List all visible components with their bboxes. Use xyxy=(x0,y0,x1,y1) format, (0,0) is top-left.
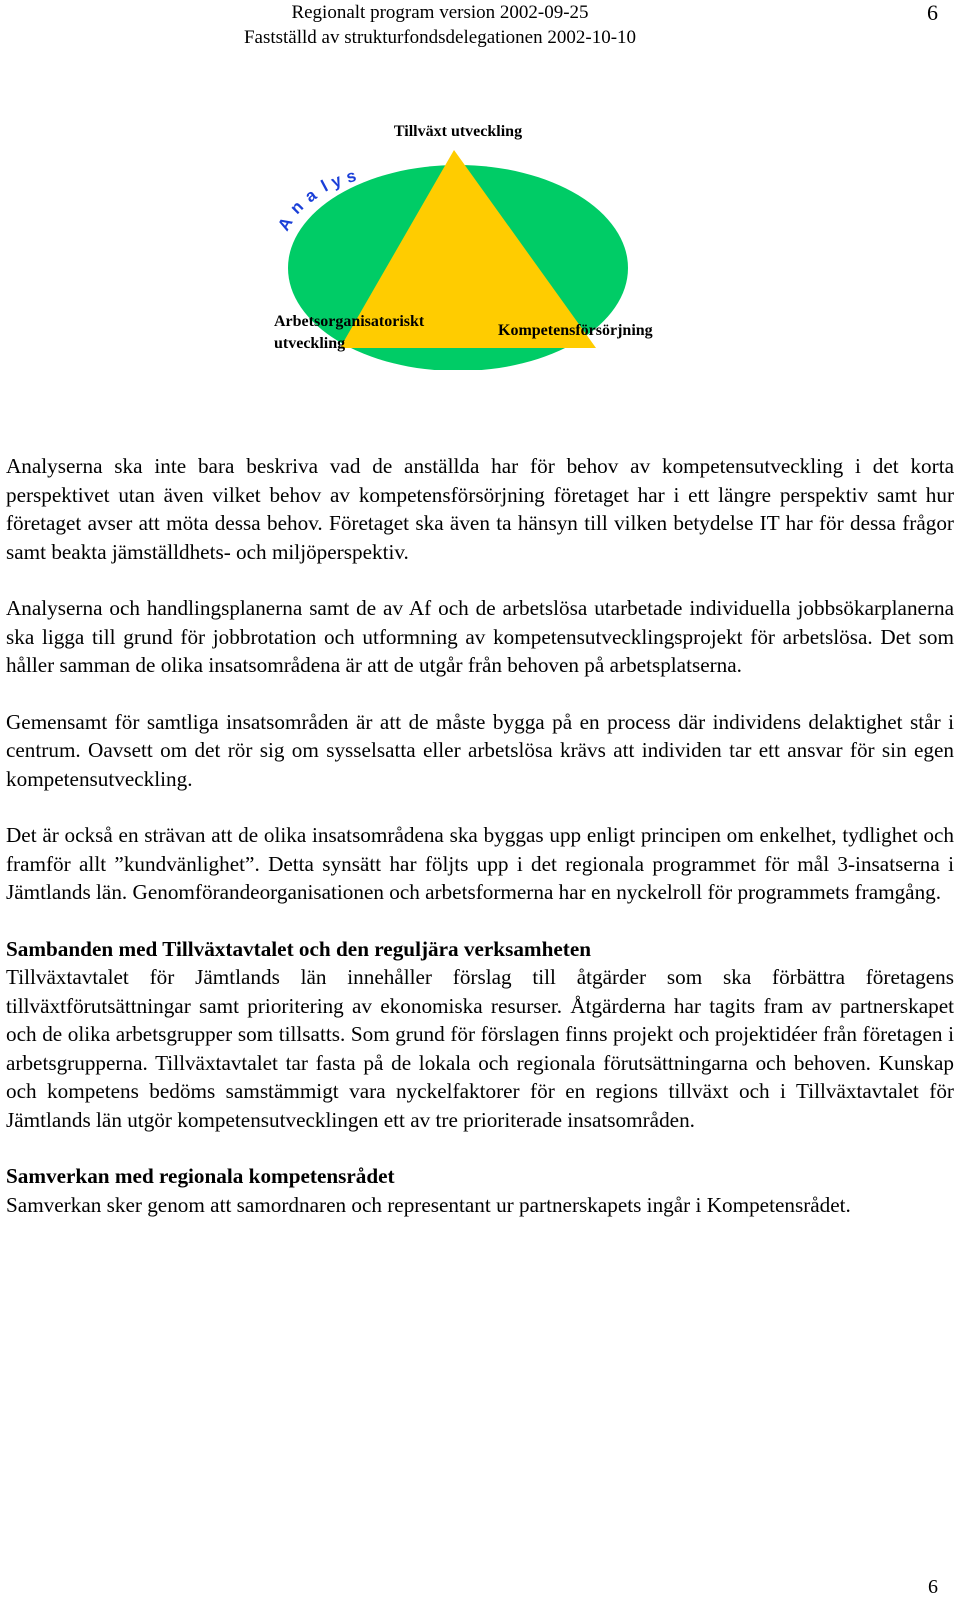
header-approval-line: Fastställd av strukturfondsdelegationen 2002-10-10 xyxy=(243,27,637,48)
diagram-left-label-line2: utveckling xyxy=(274,335,346,352)
analys-letter: n xyxy=(286,197,308,218)
document-body xyxy=(6,452,954,1247)
analys-letter: A xyxy=(274,213,297,234)
paragraph: Analyserna och handlingsplanerna samt de av Af och de arbetslösa utarbetade individuella jobbsökarplanerna ska ligga till grund för jobbrotation och utformning av kompetensutvecklingsprojekt för arbetslösa. Det som håller samman de olika insatsområdena är att de utgår från behoven på arbetsplatserna. xyxy=(6,596,954,677)
paragraph: Det är också en strävan att de olika insatsområdena ska byggas upp enligt principen om enkelhet, tydlighet och framför allt ”kundvänlighet”. Detta synsätt har följts upp i det regionala programmet för mål 3-insatserna i Jämtlands län. Genomförandeorganisationen och arbetsformerna har en nyckelroll för programmets framgång. xyxy=(6,823,954,904)
analys-letter: y xyxy=(328,170,345,192)
page-number-top: 6 xyxy=(927,0,938,25)
section-text-kompetensradet: Samverkan sker genom att samordnaren och representant ur partnerskapets ingår i Kompetensrådet. xyxy=(6,1192,851,1217)
diagram-top-label: Tillväxt utveckling xyxy=(393,123,523,140)
analys-letter: a xyxy=(301,185,321,207)
header-version-line: Regionalt program version 2002-09-25 xyxy=(291,2,589,23)
analys-letter: l xyxy=(317,176,332,196)
analys-letter: s xyxy=(344,166,359,187)
growth-triangle-diagram xyxy=(0,110,960,370)
paragraph: Analyserna ska inte bara beskriva vad de anställda har för behov av kompetensutveckling i det korta perspektivet utan även vilket behov av kompetensförsörjning företaget har i ett längre perspektiv samt hur företaget avser att möta dessa behov. Företaget ska även ta hänsyn till vilken betydelse IT har för dessa frågor samt beakta jämställdhets- och miljöperspektiv. xyxy=(6,454,954,564)
section-text-tillvaxtavtalet: Tillväxtavtalet för Jämtlands län innehåller förslag till åtgärder som ska förbättra företagens tillväxtförutsättningar samt prioritering av ekonomiska resurser. Åtgärderna har tagits fram av partnerskapet och de olika arbetsgrupper som tillsatts. Som grund för förslagen finns projekt och projektidéer från företagen i arbetsgrupperna. Tillväxtavtalet tar fasta på de lokala och regionala förutsättningarna och behoven. Kunskap och kompetens bedöms samstämmigt vara nyckelfaktorer för en regions tillväxt och i Tillväxtavtalet för Jämtlands län utgör kompetensutvecklingen ett av tre prioriterade insatsområden. xyxy=(6,965,954,1132)
diagram-left-label-line1: Arbetsorganisatoriskt xyxy=(274,313,425,330)
paragraph: Gemensamt för samtliga insatsområden är att de måste bygga på en process där individens delaktighet står i centrum. Oavsett om det rör sig om sysselsatta eller arbetslösa krävs att individen tar ett ansvar för sin egen kompetensutveckling. xyxy=(6,709,954,791)
page-number-bottom: 6 xyxy=(928,1576,938,1598)
diagram-right-label: Kompetensförsörjning xyxy=(498,322,653,339)
section-heading-tillvaxtavtalet: Sambanden med Tillväxtavtalet och den reguljära verksamheten xyxy=(6,936,592,961)
page-header xyxy=(200,0,680,50)
section-heading-kompetensradet: Samverkan med regionala kompetensrådet xyxy=(6,1164,395,1188)
